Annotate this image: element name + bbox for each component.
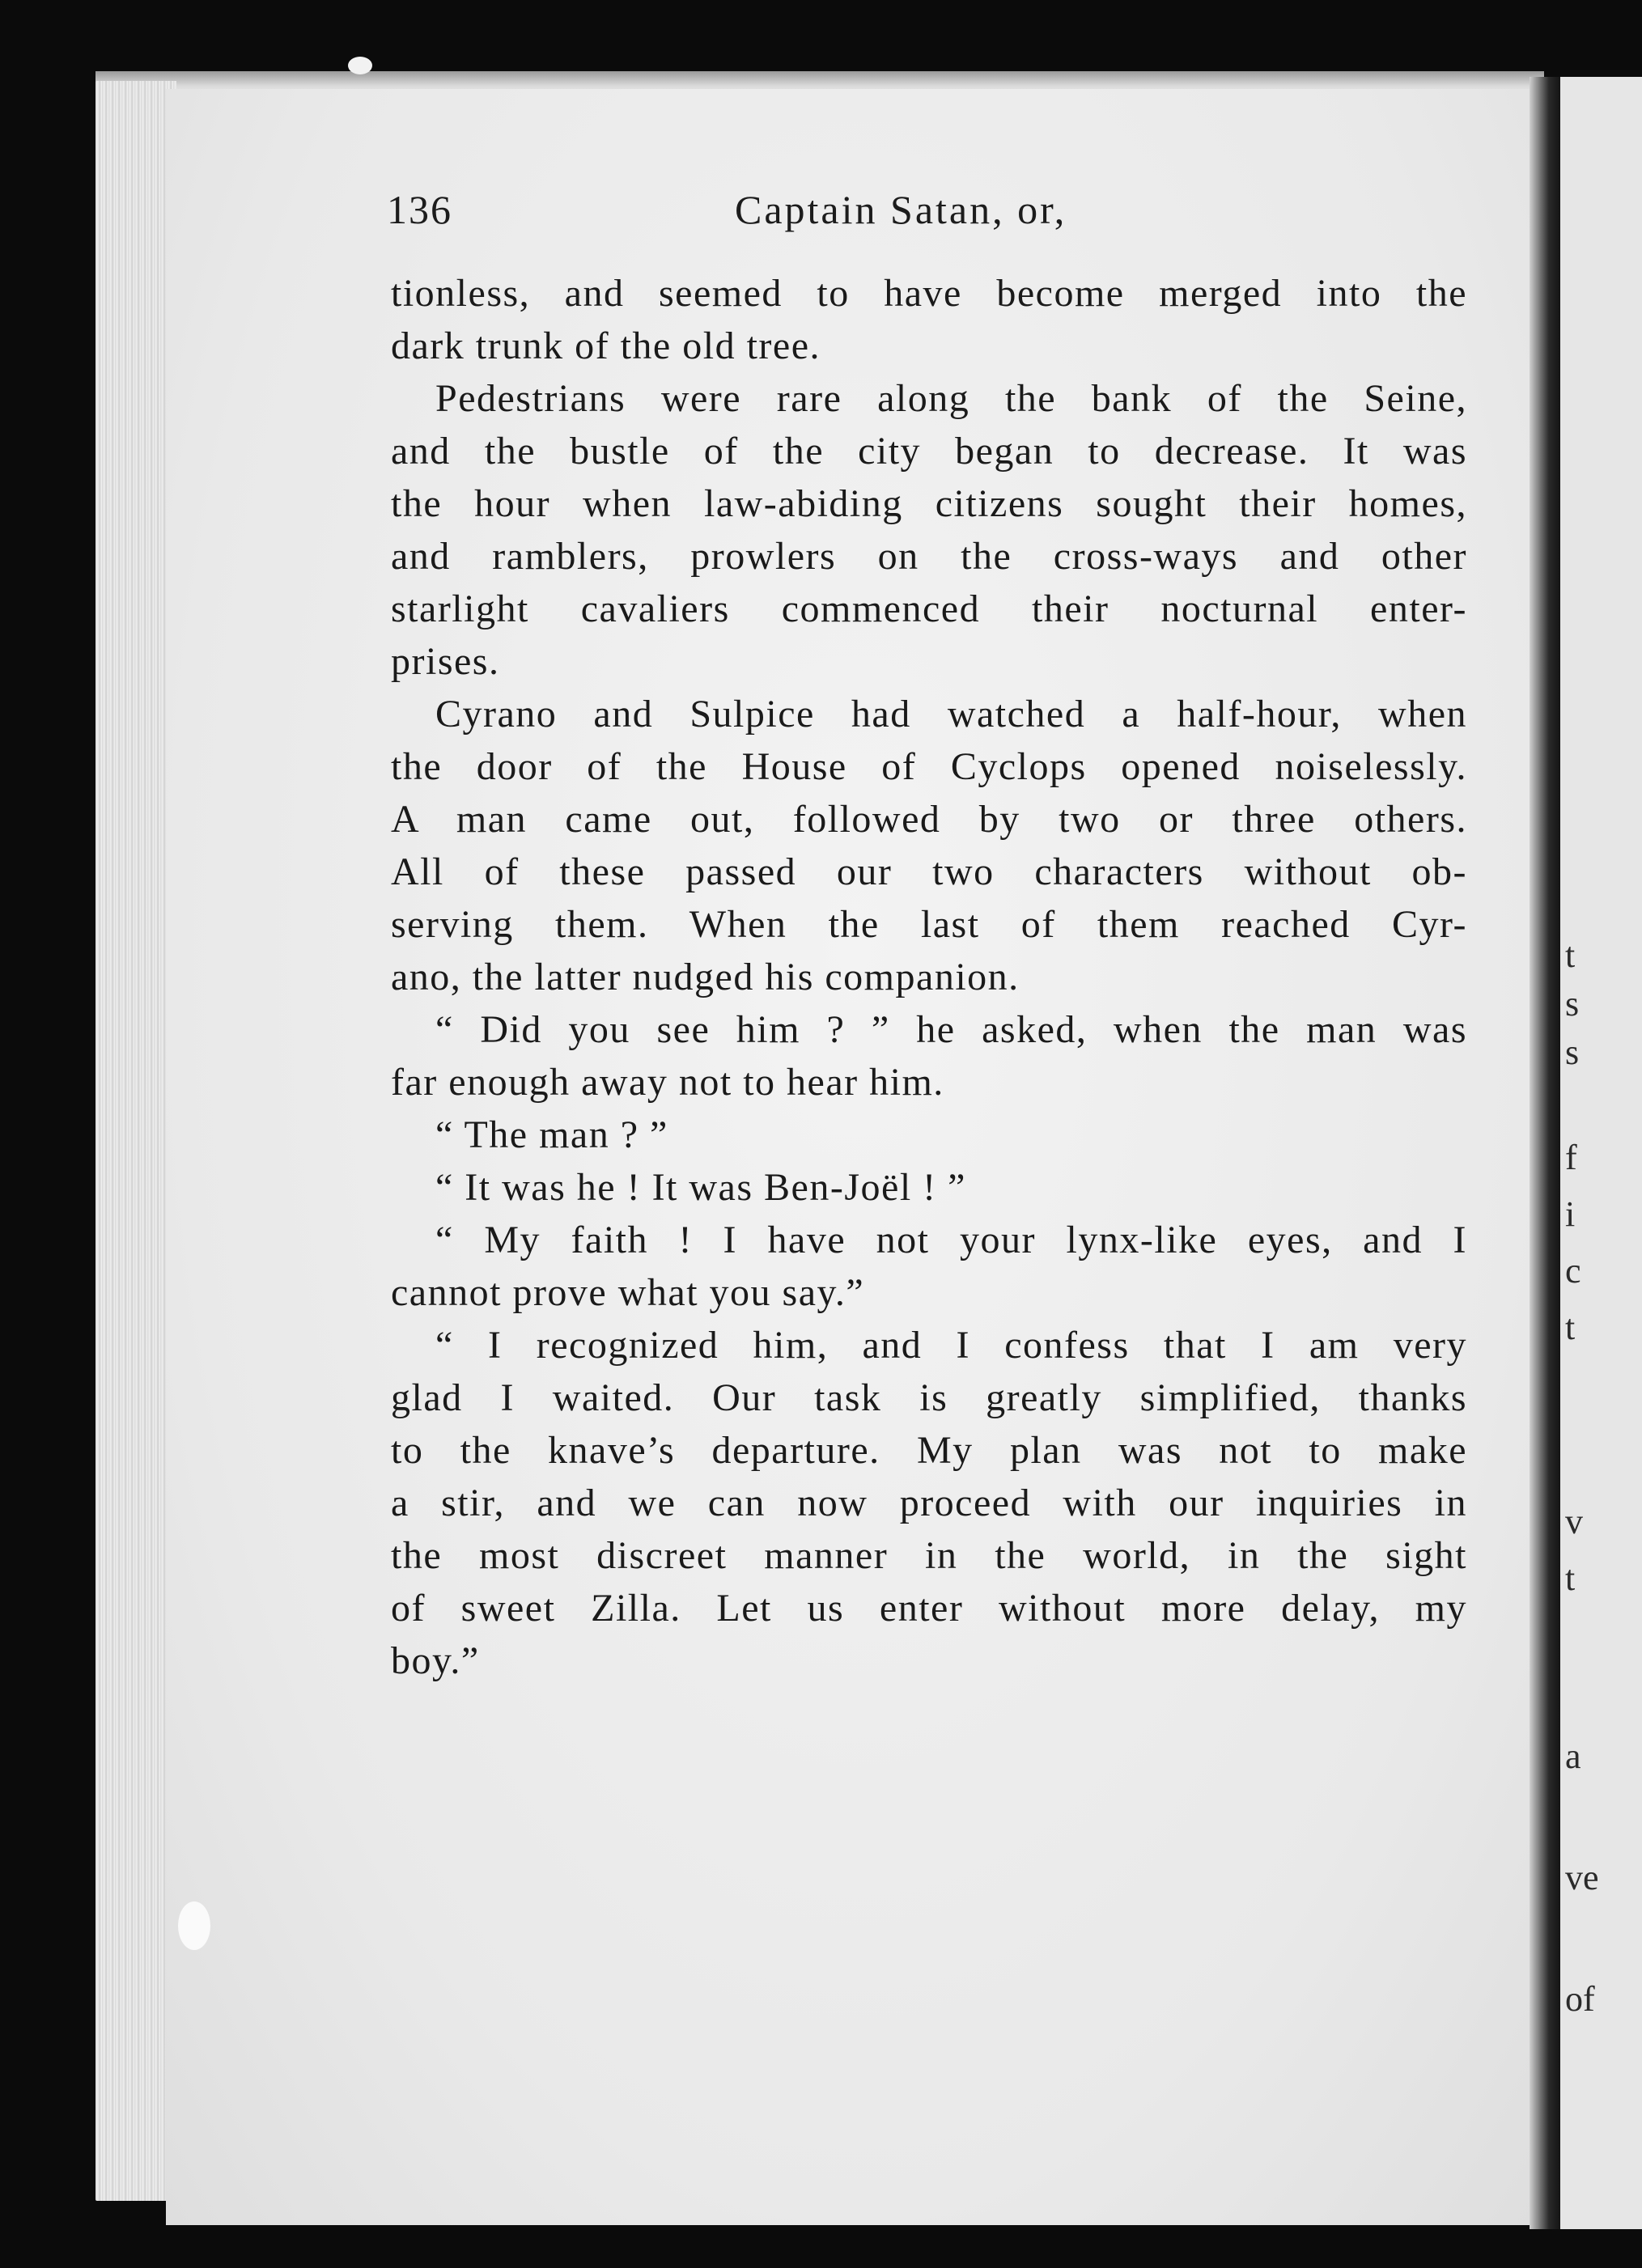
book-gutter xyxy=(1530,77,1562,2229)
facing-page-fragment: t xyxy=(1565,1558,1576,1598)
running-header xyxy=(387,186,1479,243)
text-line: dark trunk of the old tree. xyxy=(391,324,821,367)
text-line: to the knave’s departure. My plan was not to make xyxy=(391,1429,1467,1472)
text-line: cannot prove what you say.” xyxy=(391,1271,865,1314)
text-line: far enough away not to hear him. xyxy=(391,1061,944,1104)
facing-page-fragment: t xyxy=(1565,935,1576,975)
text-line: starlight cavaliers commenced their nocturnal enter- xyxy=(391,587,1467,630)
text-line: serving them. When the last of them reached Cyr- xyxy=(391,903,1467,946)
facing-page-fragment: c xyxy=(1565,1251,1581,1291)
text-line: “ My faith ! I have not your lynx-like eyes, and I xyxy=(435,1219,1467,1261)
text-line: the hour when law-abiding citizens sought their homes, xyxy=(391,482,1467,525)
text-line: tionless, and seemed to have become merged into the xyxy=(391,272,1467,315)
facing-page-fragment: of xyxy=(1565,1979,1595,2019)
facing-page-fragment: s xyxy=(1565,984,1580,1024)
text-line: “ It was he ! It was Ben-Joël ! ” xyxy=(435,1166,966,1209)
body-text xyxy=(391,267,1467,1687)
facing-page-fragment: v xyxy=(1565,1502,1583,1541)
text-line: a stir, and we can now proceed with our inquiries in xyxy=(391,1482,1467,1524)
text-line: prises. xyxy=(391,640,500,683)
text-line: of sweet Zilla. Let us enter without more delay, my xyxy=(391,1587,1467,1630)
text-line: glad I waited. Our task is greatly simplified, thanks xyxy=(391,1376,1467,1419)
facing-page-fragment: f xyxy=(1565,1138,1577,1177)
text-line: boy.” xyxy=(391,1639,480,1682)
text-line: Pedestrians were rare along the bank of the Seine, xyxy=(435,377,1467,420)
text-line: the door of the House of Cyclops opened noiselessly. xyxy=(391,745,1467,788)
scan-speck xyxy=(348,57,372,74)
text-line: “ Did you see him ? ” he asked, when the man was xyxy=(435,1008,1467,1051)
page-number: 136 xyxy=(387,187,452,232)
facing-page-fragment: t xyxy=(1565,1308,1576,1347)
text-line: A man came out, followed by two or three others. xyxy=(391,798,1467,841)
text-line: Cyrano and Sulpice had watched a half-hour, when xyxy=(435,693,1467,736)
facing-page-fragment: ve xyxy=(1565,1858,1599,1897)
facing-page-edge xyxy=(1560,77,1642,2229)
facing-page-fragment: a xyxy=(1565,1736,1581,1776)
scan-speck xyxy=(178,1901,210,1950)
text-line: the most discreet manner in the world, in the sight xyxy=(391,1534,1467,1577)
running-title: Captain Satan, or, xyxy=(735,187,1067,232)
text-line: “ I recognized him, and I confess that I am very xyxy=(435,1324,1467,1367)
facing-page-fragment: s xyxy=(1565,1032,1580,1072)
book-page-edges xyxy=(95,81,176,2201)
text-line: and ramblers, prowlers on the cross-ways and other xyxy=(391,535,1467,578)
text-line: and the bustle of the city began to decrease. It was xyxy=(391,430,1467,473)
text-line: All of these passed our two characters without ob- xyxy=(391,850,1467,893)
text-line: “ The man ? ” xyxy=(435,1113,668,1156)
text-line: ano, the latter nudged his companion. xyxy=(391,956,1020,998)
facing-page-fragment: i xyxy=(1565,1194,1576,1234)
